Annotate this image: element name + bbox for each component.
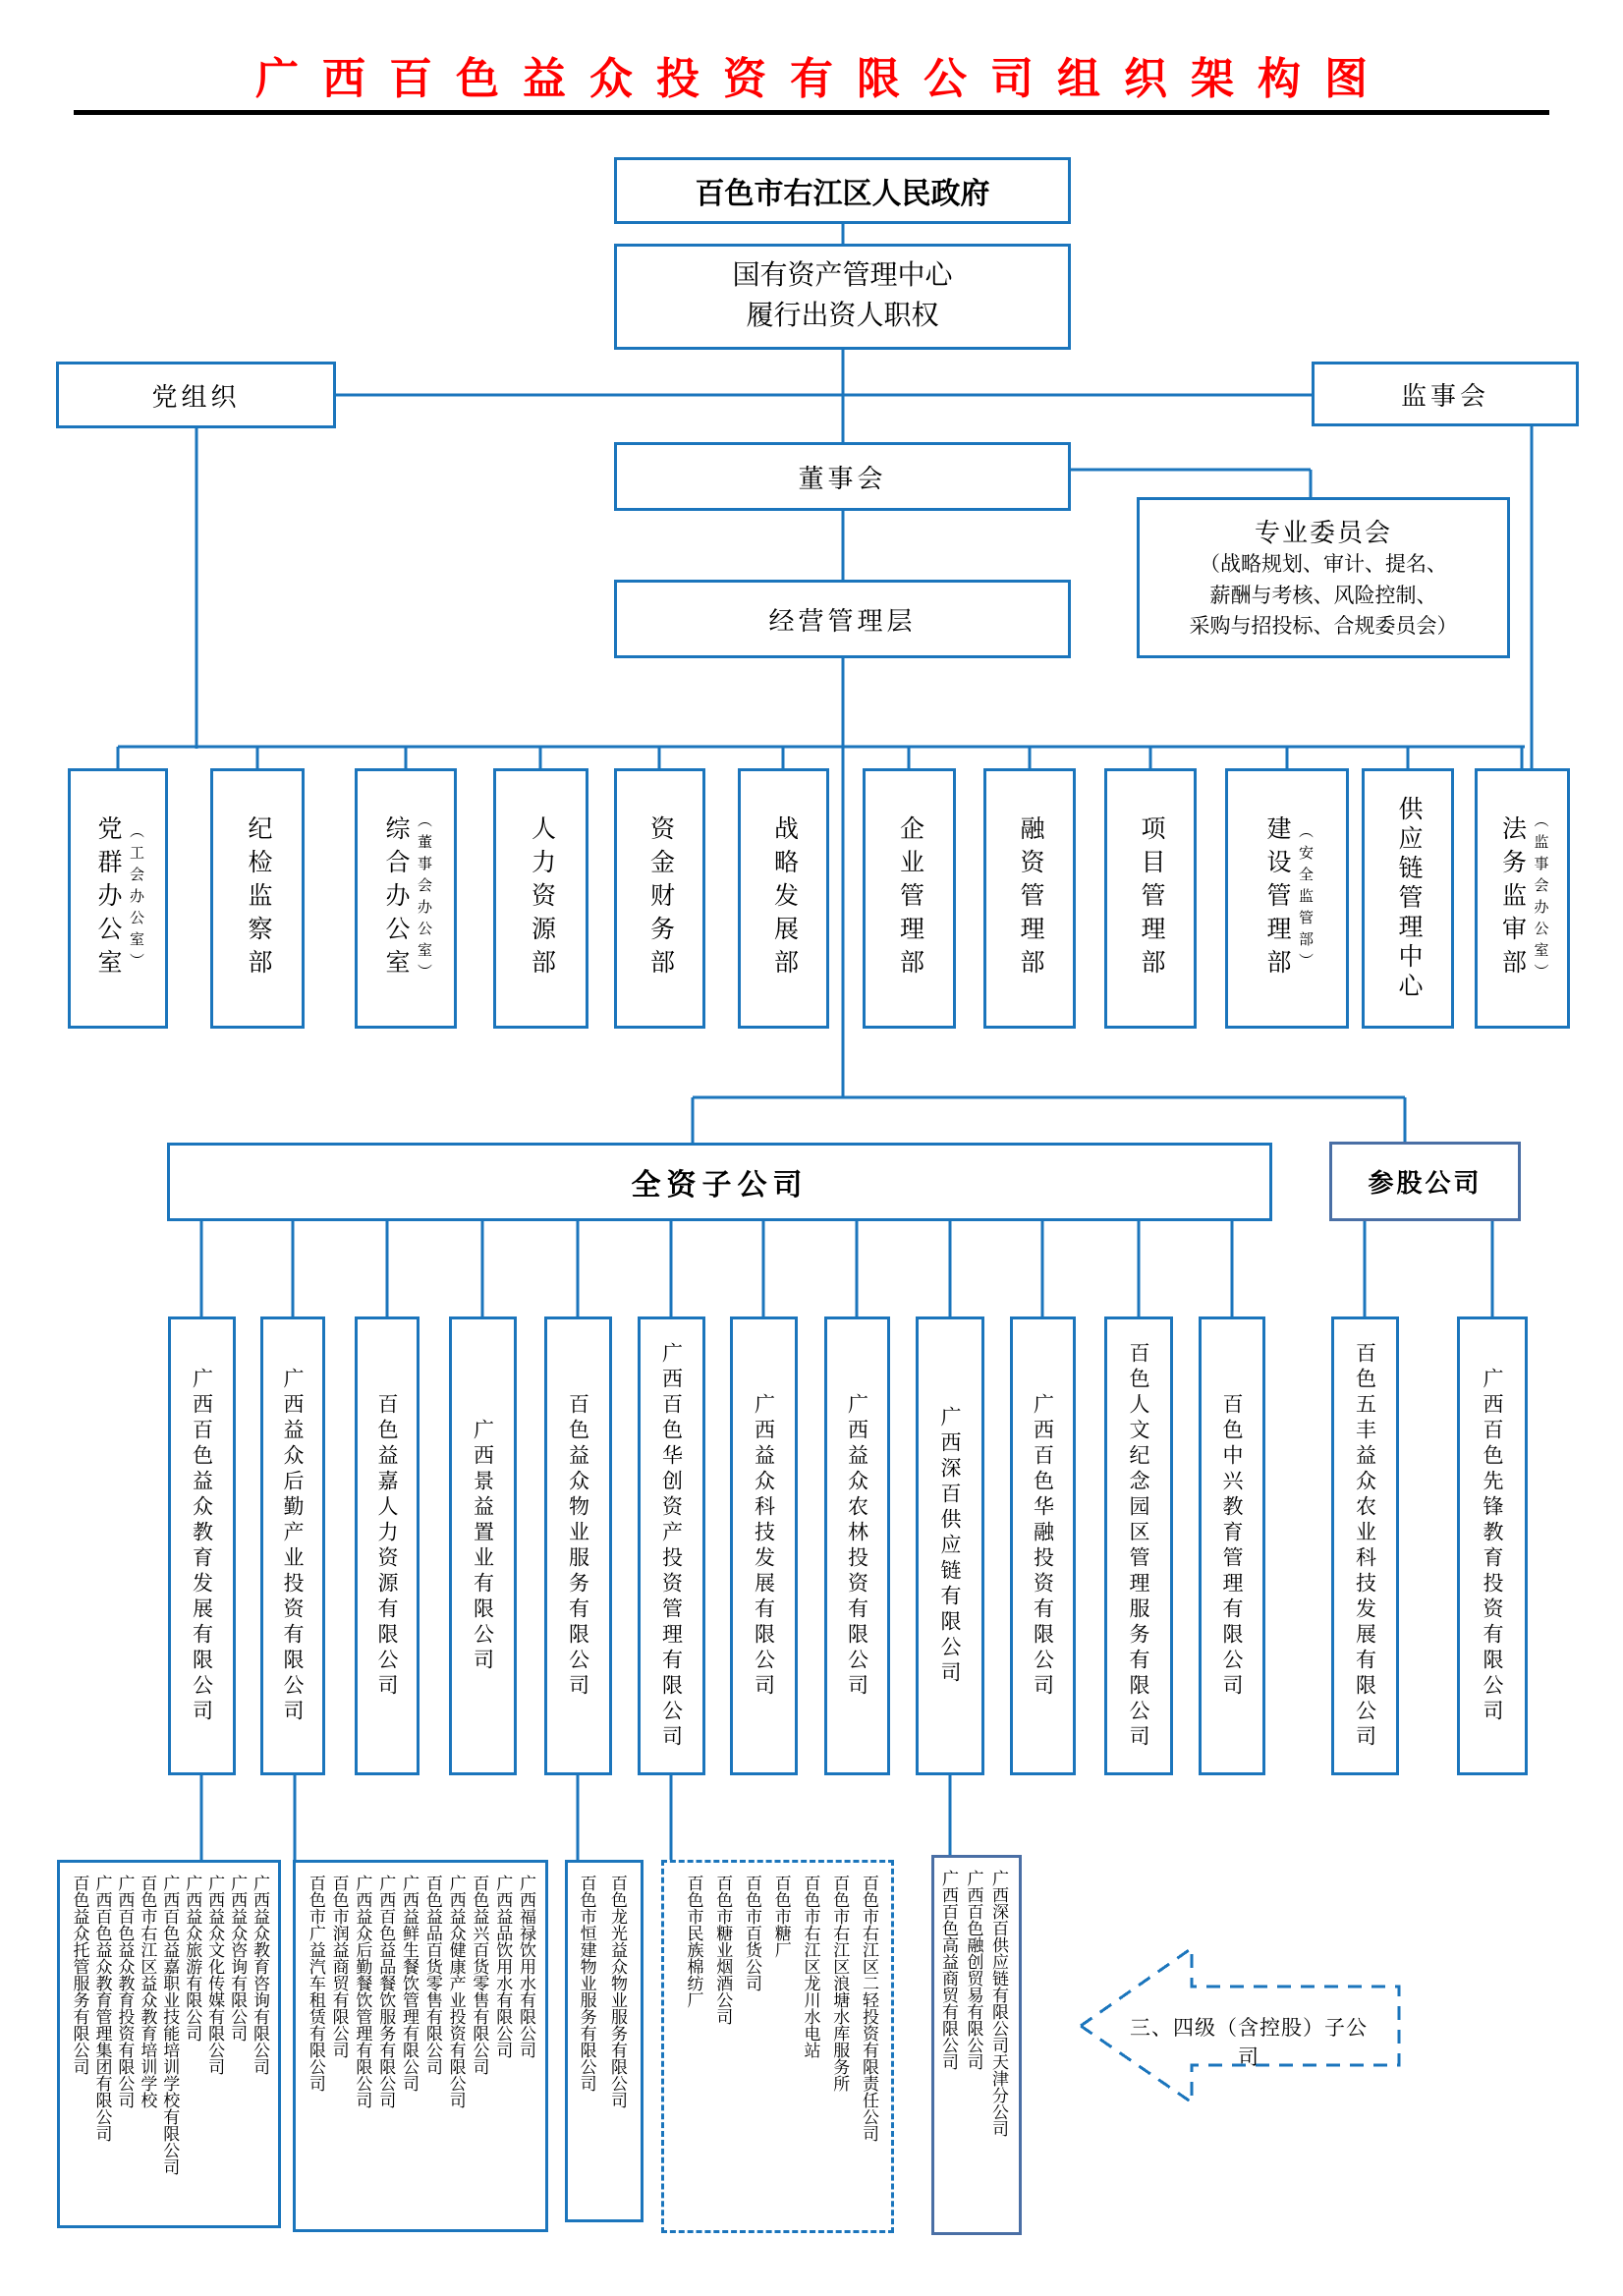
list-item: 采购与招投标、合规委员会） xyxy=(1189,614,1458,639)
header-wholly-owned-subsidiaries xyxy=(167,1143,1272,1221)
list-item: 广西益品饮用水有限公司 xyxy=(493,1875,513,2058)
list-item: 广西益众后勤餐饮管理有限公司 xyxy=(353,1875,372,2108)
list-item: 百色益品百货零售有限公司 xyxy=(422,1875,442,2075)
list-item: 广西益众咨询有限公司 xyxy=(228,1875,248,2042)
third-level-group-legacy-soe xyxy=(661,1860,894,2233)
node-party-organization xyxy=(56,362,336,428)
subsidiary-huarong-investment xyxy=(1010,1316,1076,1775)
list-item: 百色市恒建物业服务有限公司 xyxy=(577,1875,596,2092)
dept-label: 人力资源部 xyxy=(528,814,555,982)
soe-line1: 国有资产管理中心 xyxy=(732,260,953,292)
dept-label: 党群办公室 xyxy=(94,814,121,982)
subsidiary-label: 百色五丰益众农业科技发展有限公司 xyxy=(1353,1341,1377,1751)
subsidiary-label: 广西百色华创资产投资管理有限公司 xyxy=(659,1341,684,1751)
dept-legal-audit xyxy=(1475,768,1570,1029)
list-item: 广西福禄饮用水有限公司 xyxy=(517,1875,535,2058)
list-item: 广西百色益嘉职业技能培训学校有限公司 xyxy=(160,1875,180,2175)
list-item: 百色益兴百货零售有限公司 xyxy=(470,1875,489,2075)
subsidiary-houqin-industry xyxy=(260,1316,325,1775)
committee-title: 专业委员会 xyxy=(1254,519,1392,548)
list-item: 百色市糖业烟酒公司 xyxy=(713,1875,733,2025)
node-government-label: 百色市右江区人民政府 xyxy=(695,178,990,210)
dept-strategy-development xyxy=(738,768,829,1029)
dept-label: 融资管理部 xyxy=(1017,814,1043,982)
subsidiary-zhongxing-education xyxy=(1199,1316,1265,1775)
dept-financing-management xyxy=(983,768,1076,1029)
subsidiary-label: 百色人文纪念园区管理服务有限公司 xyxy=(1127,1341,1150,1751)
third-level-group-property xyxy=(565,1860,644,2222)
list-item: （战略规划、审计、提名、 xyxy=(1200,552,1447,577)
node-board-of-directors xyxy=(614,442,1071,511)
third-level-arrow-label: 三、四级（含控股）子公司 xyxy=(1130,2016,1368,2069)
list-item: 百色龙光益众物业服务有限公司 xyxy=(608,1875,627,2108)
subsidiary-label: 百色中兴教育管理有限公司 xyxy=(1220,1392,1244,1700)
third-level-group-houqin xyxy=(293,1860,548,2232)
node-soe-asset-center xyxy=(614,244,1071,350)
subsidiary-label: 广西景益置业有限公司 xyxy=(471,1418,495,1674)
subsidiary-yizhong-education xyxy=(168,1316,236,1775)
dept-human-resources xyxy=(493,768,588,1029)
dept-label: 纪检监察部 xyxy=(245,814,271,982)
subsidiary-label: 广西百色益众教育发展有限公司 xyxy=(190,1367,214,1725)
subsidiary-label: 广西深百供应链有限公司 xyxy=(938,1405,962,1687)
node-special-committees xyxy=(1137,497,1510,658)
dept-label: 资金财务部 xyxy=(646,814,674,982)
list-item: 百色市糖厂 xyxy=(771,1875,791,1958)
dept-party-mass-office xyxy=(68,768,168,1029)
list-item: 百色市右江区龙川水电站 xyxy=(801,1875,820,2058)
management-label: 经营管理层 xyxy=(768,606,917,636)
equity-wufeng-agritech xyxy=(1331,1316,1399,1775)
list-item: 广西益众教育咨询有限公司 xyxy=(251,1875,269,2075)
subsidiary-memorial-park xyxy=(1104,1316,1173,1775)
subsidiary-jingyi-real-estate xyxy=(449,1316,517,1775)
list-item: 百色市右江区浪塘水库服务所 xyxy=(830,1875,850,2092)
list-item: 百色市广益汽车租赁有限公司 xyxy=(306,1875,325,2092)
dept-label: 项目管理部 xyxy=(1138,814,1164,982)
list-item: 广西深百供应链有限公司天津分公司 xyxy=(989,1870,1008,2137)
dept-sublabel: （董事会办公室） xyxy=(416,812,431,985)
subsidiary-label: 广西益众科技发展有限公司 xyxy=(752,1392,776,1700)
dept-enterprise-management xyxy=(863,768,956,1029)
party-org-label: 党组织 xyxy=(151,382,241,412)
board-label: 董事会 xyxy=(798,464,887,493)
subsidiary-label: 广西百色先锋教育投资有限公司 xyxy=(1481,1367,1504,1725)
subsidiary-huachuang-asset xyxy=(638,1316,705,1775)
subsidiary-label: 广西益众后勤产业投资有限公司 xyxy=(281,1367,305,1725)
list-item: 百色市润益商贸有限公司 xyxy=(329,1875,349,2058)
node-government xyxy=(614,157,1071,224)
list-item: 百色市百货公司 xyxy=(743,1875,761,1991)
dept-sublabel: （监事会办公室） xyxy=(1532,812,1548,985)
dept-supply-chain-center xyxy=(1362,768,1454,1029)
dept-label: 供应链管理中心 xyxy=(1395,795,1422,1002)
page-title: 广西百色益众投资有限公司组织架构图 xyxy=(255,55,1391,103)
list-item: 广西益众文化传媒有限公司 xyxy=(205,1875,225,2075)
list-item: 广西百色益众教育管理集团有限公司 xyxy=(92,1875,112,2142)
list-item: 广西益众旅游有限公司 xyxy=(183,1875,202,2042)
list-item: 广西益鲜生餐饮管理有限公司 xyxy=(400,1875,420,2092)
dept-label: 综合办公室 xyxy=(382,814,409,982)
subsidiary-label: 广西益众农林投资有限公司 xyxy=(845,1392,869,1700)
supervisory-board-label: 监事会 xyxy=(1400,381,1489,411)
list-item: 百色益众托管服务有限公司 xyxy=(70,1875,89,2075)
list-item: 百色市民族棉纺厂 xyxy=(684,1875,703,2008)
list-item: 广西百色高益商贸有限公司 xyxy=(939,1870,958,2070)
dept-label: 法务监审部 xyxy=(1498,814,1526,982)
subsidiary-label: 百色益嘉人力资源有限公司 xyxy=(375,1392,399,1700)
list-item: 薪酬与考核、风险控制、 xyxy=(1209,583,1437,607)
node-management-level xyxy=(614,580,1071,658)
header-equity-participation xyxy=(1329,1142,1521,1221)
dept-discipline-inspection xyxy=(210,768,305,1029)
committee-detail xyxy=(1190,549,1458,643)
subsidiary-yijia-hr xyxy=(355,1316,420,1775)
subsidiary-label: 广西百色华融投资有限公司 xyxy=(1031,1392,1055,1700)
subsidiary-yizhong-tech xyxy=(730,1316,798,1775)
wholly-owned-label: 全资子公司 xyxy=(631,1169,809,1202)
list-item: 百色市右江区二轻投资有限责任公司 xyxy=(860,1875,878,2142)
dept-sublabel: （工会办公室） xyxy=(128,822,143,975)
dept-construction-management xyxy=(1225,768,1349,1029)
title-underline xyxy=(74,110,1549,115)
list-item: 广西百色融创贸易有限公司 xyxy=(964,1870,983,2070)
soe-line2: 履行出资人职权 xyxy=(746,301,939,331)
equity-label: 参股公司 xyxy=(1368,1169,1483,1198)
subsidiary-yizhong-agroforestry xyxy=(824,1316,890,1775)
subsidiary-yizhong-property xyxy=(544,1316,612,1775)
list-item: 百色市右江区益众教育培训学校 xyxy=(138,1875,157,2108)
list-item: 广西益众健康产业投资有限公司 xyxy=(446,1875,466,2108)
dept-label: 战略发展部 xyxy=(770,814,798,982)
dept-general-office xyxy=(355,768,457,1029)
third-level-group-supply-chain xyxy=(931,1855,1022,2235)
dept-label: 建设管理部 xyxy=(1263,814,1290,982)
list-item: 广西百色益品餐饮服务有限公司 xyxy=(376,1875,396,2108)
dept-sublabel: （安全监管部） xyxy=(1297,822,1313,975)
third-level-group-education xyxy=(57,1860,281,2228)
dept-treasury-finance xyxy=(614,768,705,1029)
subsidiary-shenbai-supply-chain xyxy=(916,1316,984,1775)
list-item: 广西百色益众教育投资有限公司 xyxy=(115,1875,135,2108)
subsidiary-label: 百色益众物业服务有限公司 xyxy=(566,1392,590,1700)
dept-project-management xyxy=(1104,768,1197,1029)
node-supervisory-board xyxy=(1312,362,1579,426)
dept-label: 企业管理部 xyxy=(896,814,923,982)
equity-xianfeng-education xyxy=(1457,1316,1528,1775)
